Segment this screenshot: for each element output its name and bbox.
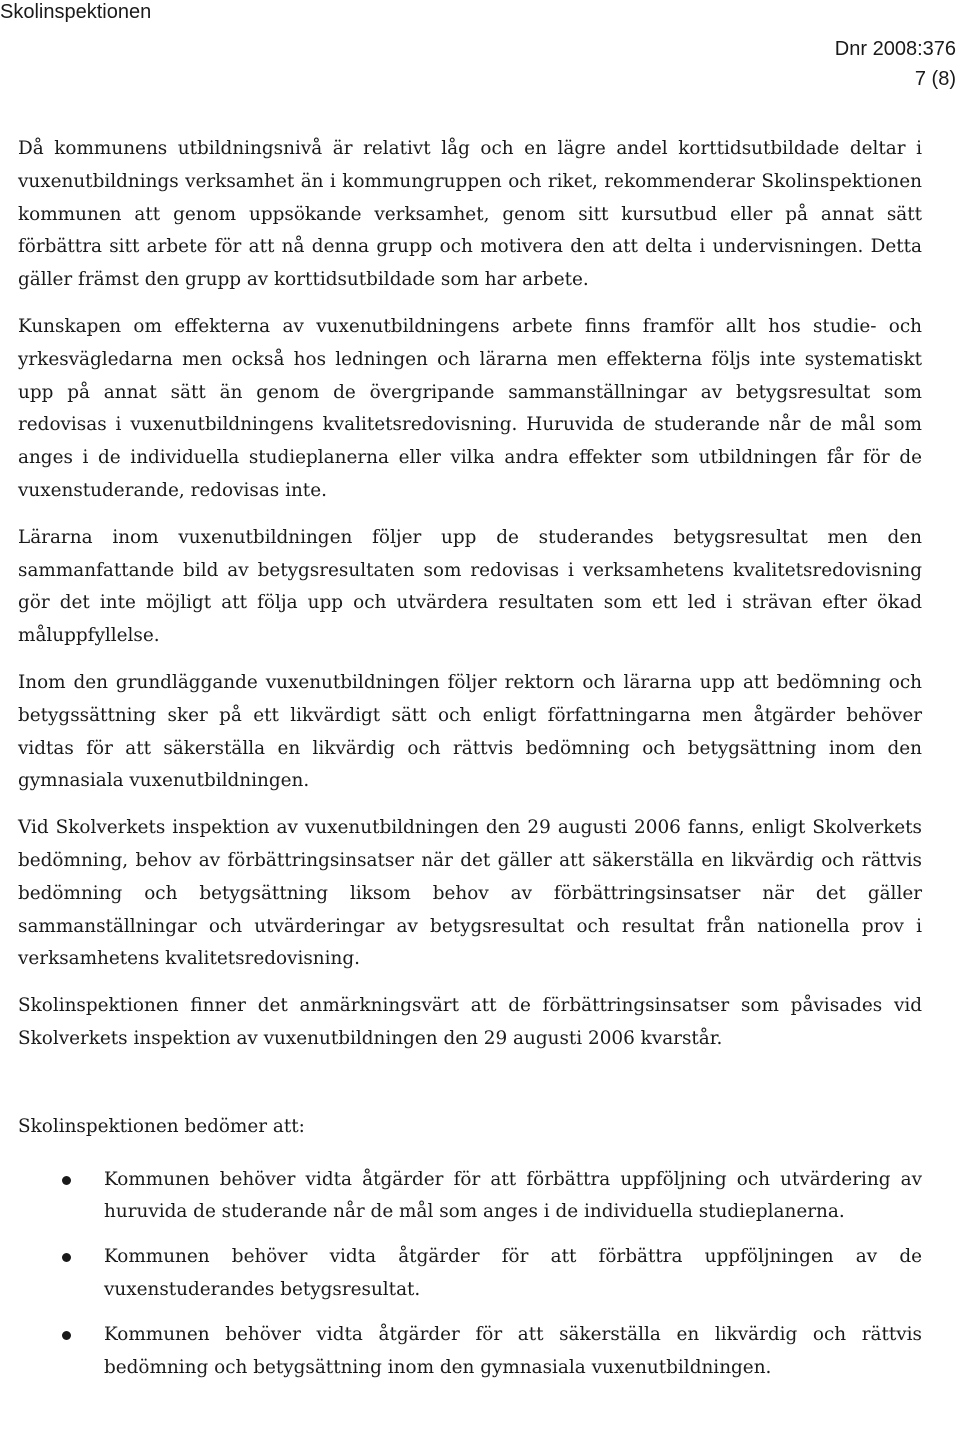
assessment-heading: Skolinspektionen bedömer att:	[18, 1115, 305, 1137]
header-reference	[835, 34, 956, 94]
assessment-item-text: Kommunen behöver vidta åtgärder för att förbättra uppföljning och utvärdering av huruvida de studerande når de mål som anges i de individuella studieplanerna.	[104, 1168, 922, 1223]
assessment-item	[18, 1241, 922, 1307]
assessment-item	[18, 1164, 922, 1230]
paragraph-previous-inspection: Vid Skolverkets inspektion av vuxenutbildningen den 29 augusti 2006 fanns, enligt Skolverkets bedömning, behov av förbättringsinsatser när det gäller att säkerställa en likvärdig och rättvis bedömning och betygsättning liksom behov av förbättringsinsatser när det gäller sammanställningar och utvärderingar av betygsresultat och resultat från nationella prov i verksamhetens kvalitetsredovisning.	[18, 817, 922, 970]
paragraph-recommendation: Då kommunens utbildningsnivå är relativt låg och en lägre andel korttidsutbildade deltar i vuxenutbildnings verksamhet än i kommungruppen och riket, rekommenderar Skolinspektionen kommunen att genom uppsökande verksamhet, genom sitt kursutbud eller på annat sätt förbättra sitt arbete för att nå denna grupp och motivera den att delta i undervisningen. Detta gäller främst den grupp av korttidsutbildade som har arbete.	[18, 138, 922, 291]
header-organization: Skolinspektionen	[0, 1, 152, 23]
bullet-icon	[62, 1176, 71, 1185]
paragraph-grading: Inom den grundläggande vuxenutbildningen följer rektorn och lärarna upp att bedömning och betygssättning sker på ett likvärdigt sätt och enligt författningarna men åtgärder behöver vidtas för att säkerställa en likvärdig och rättvis bedömning och betygsättning inom den gymnasiala vuxenutbildningen.	[18, 671, 922, 792]
paragraph-teachers-followup: Lärarna inom vuxenutbildningen följer upp de studerandes betygsresultat men den sammanfattande bild av betygsresultaten som redovisas i verksamhetens kvalitetsredovisning gör det inte möjligt att följa upp och utvärdera resultaten som ett led i strävan efter ökad måluppfyllelse.	[18, 526, 922, 647]
assessment-item	[18, 1319, 922, 1385]
paragraph-effects: Kunskapen om effekterna av vuxenutbildningens arbete finns framför allt hos studie- och yrkesvägledarna men också hos ledningen och lärarna men effekterna följs inte systematiskt upp på annat sätt än genom de övergripande sammanställningar av betygsresultat som redovisas i vuxenutbildningens kvalitetsredovisning. Huruvida de studerande når de mål som anges i de individuella studieplanerna eller vilka andra effekter som utbildningen får för de vuxenstuderande, redovisas inte.	[18, 315, 922, 501]
document-number: Dnr 2008:376	[834, 38, 956, 60]
page-number: 7 (8)	[914, 68, 956, 90]
assessment-item-text: Kommunen behöver vidta åtgärder för att säkerställa en likvärdig och rättvis bedömning och betygsättning inom den gymnasiala vuxenutbildningen.	[104, 1323, 922, 1378]
assessment-item-text: Kommunen behöver vidta åtgärder för att förbättra uppföljningen av de vuxenstuderandes betygsresultat.	[104, 1246, 922, 1300]
assessment-list	[18, 1164, 922, 1385]
bullet-icon	[62, 1331, 71, 1340]
document-body	[18, 133, 922, 1396]
bullet-icon	[62, 1253, 71, 1262]
paragraph-remarkable: Skolinspektionen finner det anmärkningsvärt att de förbättringsinsatser som påvisades vid Skolverkets inspektion av vuxenutbildningen den 29 augusti 2006 kvarstår.	[18, 995, 922, 1049]
